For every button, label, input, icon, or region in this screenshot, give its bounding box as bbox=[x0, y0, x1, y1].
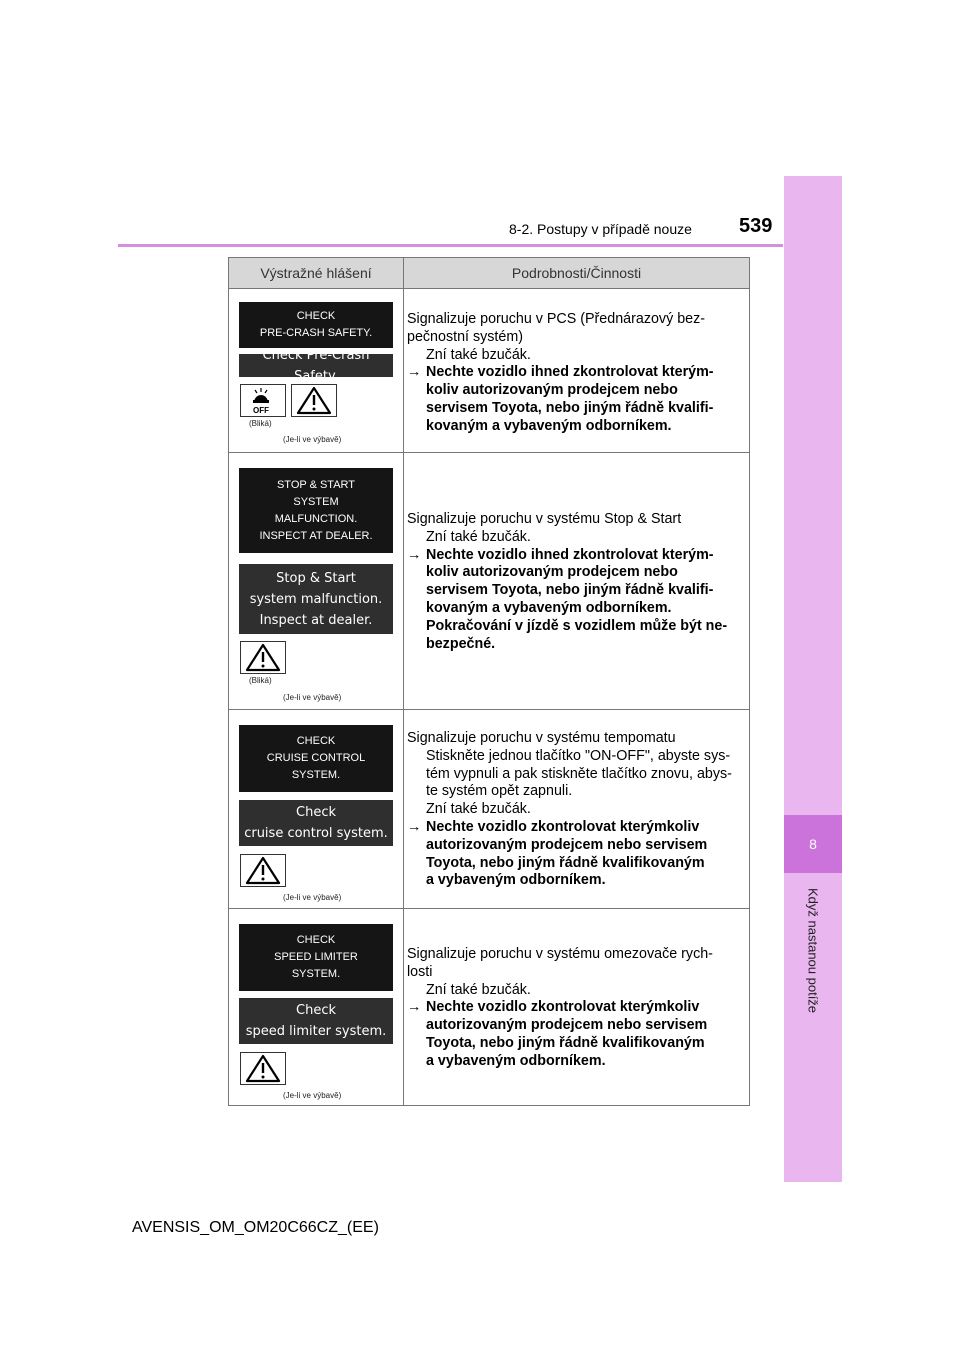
instruction-line: Stiskněte jednou tlačítko "ON-OFF", abyste sys- bbox=[426, 747, 731, 764]
display-line: CHECK bbox=[296, 934, 336, 946]
details-cell bbox=[407, 730, 749, 890]
action-line: Nechte vozidlo ihned zkontrolovat kterým- bbox=[426, 364, 714, 381]
action-text bbox=[407, 364, 749, 435]
action-line: koliv autorizovaným prodejcem nebo bbox=[426, 382, 678, 399]
pcs-off-icon bbox=[240, 384, 286, 417]
description-line: Signalizuje poruchu v systému tempomatu bbox=[407, 730, 676, 746]
arrow-icon: → bbox=[407, 818, 422, 835]
action-line: autorizovaným prodejcem nebo servisem bbox=[426, 1017, 708, 1034]
display-line: CRUISE CONTROL bbox=[266, 752, 366, 764]
graphic-display-message bbox=[239, 998, 393, 1044]
display-line: CHECK bbox=[296, 310, 336, 322]
action-line: Toyota, nebo jiným řádně kvalifikovaným bbox=[426, 854, 705, 871]
action-line: a vybaveným odborníkem. bbox=[426, 872, 606, 889]
action-text bbox=[407, 999, 749, 1070]
table-row bbox=[229, 710, 749, 908]
display-line: PRE-CRASH SAFETY. bbox=[259, 327, 373, 339]
instruction-line: tém vypnuli a pak stiskněte tlačítko znovu, abys- bbox=[426, 765, 732, 782]
header-rule bbox=[118, 244, 783, 247]
buzzer-note: Zní také bzučák. bbox=[426, 346, 531, 363]
chapter-number: 8 bbox=[784, 815, 842, 873]
description-line: Signalizuje poruchu v systému omezovače rych- bbox=[407, 946, 713, 962]
display-line: SYSTEM. bbox=[291, 968, 341, 980]
description-line: Signalizuje poruchu v PCS (Přednárazový bez- bbox=[407, 311, 706, 327]
blink-note: (Bliká) bbox=[249, 419, 272, 428]
warning-triangle-icon bbox=[240, 1052, 286, 1085]
action-line: koliv autorizovaným prodejcem nebo bbox=[426, 564, 678, 581]
chapter-title-box bbox=[802, 878, 824, 1023]
instruction-line: te systém opět zapnuli. bbox=[426, 783, 573, 800]
equipment-note: (Je-li ve výbavě) bbox=[283, 1091, 342, 1100]
display-line: system malfunction. bbox=[249, 591, 383, 607]
action-line: Nechte vozidlo zkontrolovat kterýmkoliv bbox=[426, 818, 700, 835]
details-cell bbox=[407, 946, 749, 1071]
action-line: Nechte vozidlo zkontrolovat kterýmkoliv bbox=[426, 999, 700, 1016]
document-footer-code: AVENSIS_OM_OM20C66CZ_(EE) bbox=[132, 1219, 379, 1236]
display-line: INSPECT AT DEALER. bbox=[259, 529, 373, 542]
table-row bbox=[229, 909, 749, 1105]
action-line: kovaným a vybaveným odborníkem. bbox=[426, 417, 672, 434]
action-line: servisem Toyota, nebo jiným řádně kvalifi- bbox=[426, 582, 714, 599]
warning-messages-table bbox=[228, 257, 750, 1106]
table-row bbox=[229, 289, 749, 452]
display-line: SYSTEM bbox=[293, 495, 339, 508]
display-line: Check Pre-Crash Safety. bbox=[262, 347, 370, 384]
display-line: STOP & START bbox=[276, 478, 356, 491]
chapter-side-tab bbox=[784, 176, 842, 1182]
action-line: Pokračování v jízdě s vozidlem může být ne- bbox=[426, 617, 728, 634]
text-display-message bbox=[239, 924, 393, 991]
text-display-message bbox=[239, 302, 393, 348]
action-text bbox=[407, 819, 749, 890]
equipment-note: (Je-li ve výbavě) bbox=[283, 693, 342, 702]
description-line: pečnostní systém) bbox=[407, 328, 524, 345]
arrow-icon: → bbox=[407, 999, 422, 1016]
details-cell bbox=[407, 311, 749, 436]
display-line: CHECK bbox=[296, 735, 336, 747]
warning-triangle-icon bbox=[240, 641, 286, 674]
action-line: Nechte vozidlo ihned zkontrolovat kterým- bbox=[426, 546, 714, 563]
icon-off-label: OFF bbox=[253, 406, 269, 415]
buzzer-note: Zní také bzučák. bbox=[426, 981, 531, 998]
graphic-display-message bbox=[239, 564, 393, 634]
action-line: a vybaveným odborníkem. bbox=[426, 1052, 606, 1069]
arrow-icon: → bbox=[407, 546, 422, 563]
equipment-note: (Je-li ve výbavě) bbox=[283, 893, 342, 902]
blink-note: (Bliká) bbox=[249, 676, 272, 685]
display-line: Stop & Start bbox=[276, 570, 356, 586]
display-line: SYSTEM. bbox=[291, 769, 341, 781]
buzzer-note: Zní také bzučák. bbox=[426, 801, 531, 818]
display-line: MALFUNCTION. bbox=[274, 512, 358, 525]
action-line: kovaným a vybaveným odborníkem. bbox=[426, 599, 672, 616]
arrow-icon: → bbox=[407, 364, 422, 381]
chapter-title: Když nastanou potíže bbox=[805, 887, 821, 1014]
details-cell bbox=[407, 511, 749, 653]
table-row bbox=[229, 453, 749, 709]
description-line: losti bbox=[407, 963, 433, 980]
action-line: Toyota, nebo jiným řádně kvalifikovaným bbox=[426, 1034, 705, 1051]
action-line: autorizovaným prodejcem nebo servisem bbox=[426, 836, 708, 853]
page-number: 539 bbox=[739, 215, 773, 237]
action-line: bezpečné. bbox=[426, 635, 496, 652]
graphic-display-message bbox=[239, 800, 393, 846]
display-line: SPEED LIMITER bbox=[274, 951, 358, 963]
equipment-note: (Je-li ve výbavě) bbox=[283, 435, 342, 444]
description-line: Signalizuje poruchu v systému Stop & Start bbox=[407, 511, 682, 527]
text-display-message bbox=[239, 725, 393, 792]
display-line: cruise control system. bbox=[244, 826, 388, 841]
warning-triangle-icon bbox=[240, 854, 286, 887]
warning-triangle-icon bbox=[291, 384, 337, 417]
display-line: Check bbox=[296, 805, 336, 820]
display-line: Inspect at dealer. bbox=[259, 612, 373, 628]
table-header bbox=[229, 258, 749, 289]
graphic-display-message bbox=[239, 347, 393, 384]
display-line: Check bbox=[296, 1003, 336, 1018]
display-line: speed limiter system. bbox=[245, 1024, 387, 1039]
column-header-details: Podrobnosti/Činnosti bbox=[511, 265, 642, 281]
buzzer-note: Zní také bzučák. bbox=[426, 528, 531, 545]
section-title: 8-2. Postupy v případě nouze bbox=[509, 221, 692, 237]
column-header-warning: Výstražné hlášení bbox=[260, 265, 372, 281]
text-display-message bbox=[239, 468, 393, 553]
action-line: servisem Toyota, nebo jiným řádně kvalifi- bbox=[426, 399, 714, 416]
action-text bbox=[407, 547, 749, 654]
